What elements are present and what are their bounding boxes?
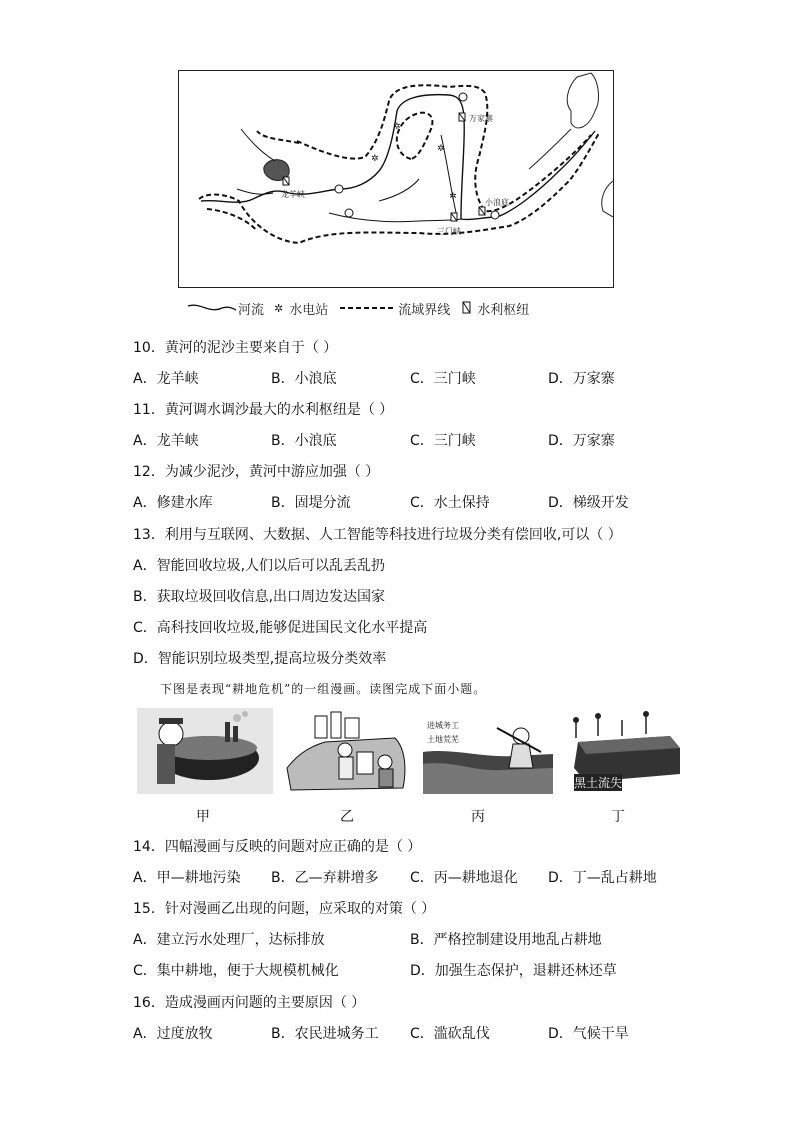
- station-xiaolangdi: [479, 207, 485, 215]
- question-options: [133, 1025, 693, 1043]
- question-stem: 16．造成漫画丙问题的主要原因（ ）: [133, 995, 366, 1011]
- label-xiaolangdi: 小浪底: [485, 198, 509, 207]
- question-stem: 12．为减少泥沙，黄河中游应加强（ ）: [133, 464, 380, 480]
- option-a[interactable]: A．龙羊峡: [133, 433, 199, 449]
- option-c[interactable]: C．丙—耕地退化: [410, 870, 518, 886]
- station-longyangxia: [283, 177, 289, 185]
- comic-yi: [285, 708, 409, 794]
- coast-line: [529, 129, 571, 169]
- question-options: [133, 370, 693, 388]
- option-d[interactable]: D．万家寨: [548, 433, 615, 449]
- option-d[interactable]: D．丁—乱占耕地: [548, 870, 657, 886]
- comic-ding-label: 黑土流失: [574, 776, 623, 790]
- option-b[interactable]: B．小浪底: [271, 433, 337, 449]
- question-options: [133, 931, 693, 949]
- map-legend: [186, 298, 539, 318]
- station-wanjiazhai: [459, 113, 465, 121]
- legend-hydropower: [274, 299, 328, 318]
- option-a[interactable]: A．智能回收垃圾,人们以后可以乱丢乱扔: [133, 558, 386, 574]
- city-marker: [335, 185, 343, 193]
- comic-caption-ding: 丁: [611, 809, 625, 825]
- comic-jia-drawing: [137, 708, 273, 794]
- comic-ding: [562, 708, 686, 794]
- comic-caption-jia: 甲: [196, 809, 210, 825]
- option-c[interactable]: C．三门峡: [410, 433, 476, 449]
- river-tributary-north: [241, 129, 275, 161]
- legend-hydropower-label: 水电站: [289, 302, 329, 318]
- option-d[interactable]: D．智能识别垃圾类型,提高垃圾分类效率: [133, 651, 387, 667]
- option-b[interactable]: B．农民进城务工: [271, 1026, 379, 1042]
- basin-boundary: [199, 85, 599, 243]
- comic-bing-sign-2: 土地荒芜: [427, 735, 459, 744]
- comic-caption-bing: 丙: [471, 809, 485, 825]
- option-c[interactable]: C．水土保持: [410, 495, 490, 511]
- map-drawing: [179, 71, 613, 287]
- option-c[interactable]: C．集中耕地，便于大规模机械化: [133, 963, 339, 979]
- option-b[interactable]: B．固堤分流: [271, 495, 351, 511]
- river-main-stem: [201, 95, 595, 220]
- hydropower-symbol: ✲: [449, 192, 457, 202]
- hydropower-symbol: ✲: [393, 122, 401, 132]
- option-d[interactable]: D．气候干旱: [548, 1026, 629, 1042]
- option-b[interactable]: B．获取垃圾回收信息,出口周边发达国家: [133, 589, 386, 605]
- question-stem: 15．针对漫画乙出现的问题，应采取的对策（ ）: [133, 901, 436, 917]
- option-a[interactable]: A．建立污水处理厂，达标排放: [133, 932, 325, 948]
- option-a[interactable]: A．修建水库: [133, 495, 213, 511]
- question-options: [133, 432, 693, 450]
- river-tributary-west: [237, 189, 273, 194]
- option-d[interactable]: D．梯级开发: [548, 495, 629, 511]
- option-d[interactable]: D．加强生态保护，退耕还林还草: [410, 963, 617, 979]
- comic-bing-sign-1: 进城务工: [427, 721, 459, 730]
- question-stem: 14．四幅漫画与反映的问题对应正确的是（ ）: [133, 839, 422, 855]
- option-a[interactable]: A．甲—耕地污染: [133, 870, 241, 886]
- option-b[interactable]: B．严格控制建设用地乱占耕地: [410, 932, 602, 948]
- legend-boundary: [338, 299, 450, 318]
- label-sanmenxia: 三门峡: [437, 227, 461, 236]
- label-longyangxia: 龙羊峡: [281, 190, 305, 199]
- question-stem: 13．利用与互联网、大数据、人工智能等科技进行垃圾分类有偿回收,可以（ ）: [133, 527, 622, 543]
- question-options: [133, 962, 693, 980]
- legend-river-label: 河流: [238, 302, 265, 318]
- option-a[interactable]: A．过度放牧: [133, 1026, 213, 1042]
- hydropower-icon: ✲: [274, 301, 284, 315]
- question-stem: 11．黄河调水调沙最大的水利枢纽是（ ）: [133, 402, 394, 418]
- option-d[interactable]: D．万家寨: [548, 371, 615, 387]
- comic-caption-yi: 乙: [340, 809, 354, 825]
- hydropower-symbol: ✲: [437, 144, 445, 154]
- legend-hub: [460, 299, 529, 318]
- comics-intro: 下图是表现“耕地危机”的一组漫画。读图完成下面小题。: [160, 682, 487, 696]
- yellow-river-map: [178, 70, 614, 288]
- option-c[interactable]: C．高科技回收垃圾,能够促进国民文化水平提高: [133, 620, 428, 636]
- boundary-dash-icon: [338, 304, 398, 312]
- option-c[interactable]: C．三门峡: [410, 371, 476, 387]
- question-stem: 10．黄河的泥沙主要来自于（ ）: [133, 340, 338, 356]
- option-c[interactable]: C．滥砍乱伐: [410, 1026, 490, 1042]
- coast-right: [602, 181, 613, 217]
- city-marker: [491, 211, 499, 219]
- option-b[interactable]: B．小浪底: [271, 371, 337, 387]
- bohai-coast: [567, 73, 598, 128]
- comic-bing: [423, 708, 553, 794]
- river-line-icon: [186, 302, 238, 314]
- legend-boundary-label: 流域界线: [398, 302, 451, 318]
- hydropower-symbol: ✲: [371, 154, 379, 164]
- label-wanjiazhai: 万家寨: [469, 114, 493, 123]
- city-marker: [459, 93, 467, 101]
- river-tributary-luo: [379, 179, 419, 201]
- city-marker: [345, 209, 353, 217]
- hub-icon: [460, 301, 474, 315]
- comic-jia: [137, 708, 273, 794]
- station-sanmenxia: [451, 213, 457, 221]
- comic-yi-drawing: [285, 708, 409, 794]
- question-options: [133, 869, 693, 887]
- option-a[interactable]: A．龙羊峡: [133, 371, 199, 387]
- option-b[interactable]: B．乙—弃耕增多: [271, 870, 379, 886]
- question-options: [133, 494, 693, 512]
- legend-hub-label: 水利枢纽: [477, 302, 530, 318]
- legend-river: [186, 299, 264, 318]
